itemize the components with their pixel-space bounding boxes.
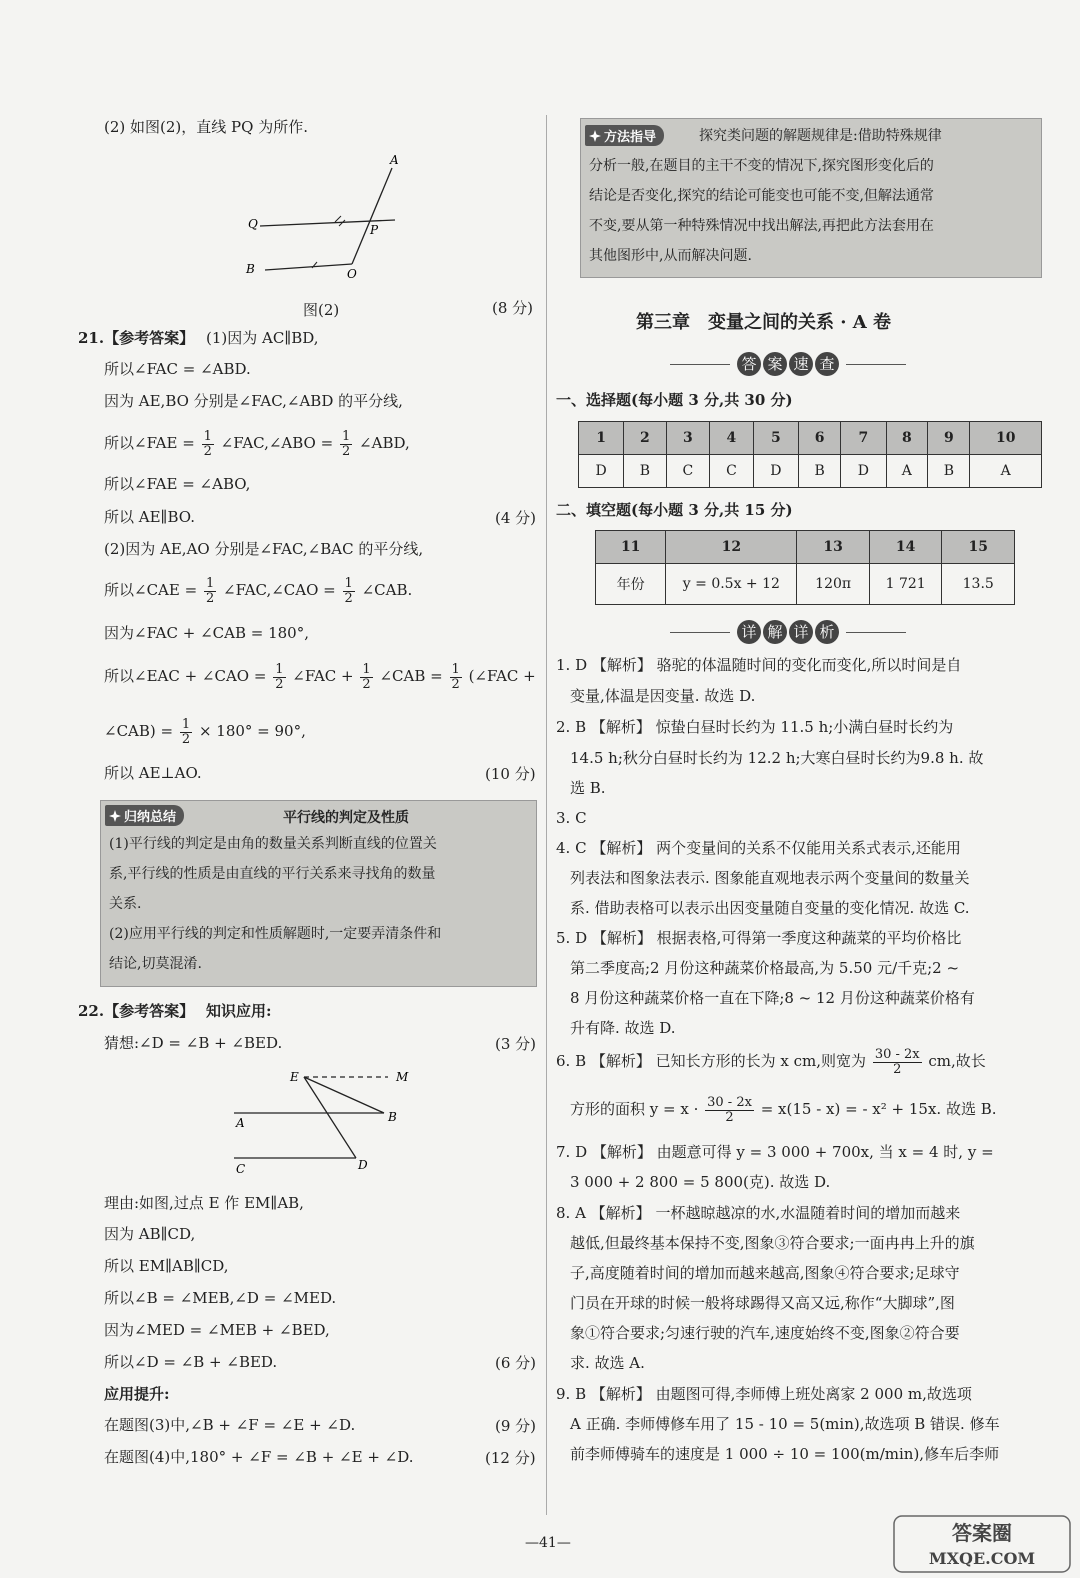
banner-detailed-analysis: [670, 620, 906, 644]
table-cell: 年份: [596, 564, 666, 605]
text-line: 所以∠D = ∠B + ∠BED.: [104, 1353, 278, 1371]
text-line: 因为 AE,BO 分别是∠FAC,∠ABD 的平分线,: [104, 392, 403, 410]
analysis-line: 方形的面积 y = x · $\frac{30 - 2x}{2}$ = x(15 - x) = - x² + 15x. 故选 B.: [570, 1094, 997, 1125]
text-line: 猜想:∠D = ∠B + ∠BED.: [104, 1034, 283, 1052]
score: (3 分): [495, 1035, 537, 1053]
method-text: 不变,要从第一种特殊情况中找出解法,再把此方法套用在: [589, 218, 934, 234]
table-cell: 1: [579, 422, 624, 455]
banner-char: 案: [763, 352, 787, 376]
summary-text: 关系.: [109, 896, 142, 912]
table-cell: 15: [942, 531, 1015, 564]
label-D: D: [358, 1158, 368, 1172]
banner-char: 速: [789, 352, 813, 376]
method-text: 其他图形中,从而解决问题.: [589, 248, 752, 264]
table-cell: 4: [710, 422, 754, 455]
label-O: O: [347, 267, 357, 280]
text-line: 所以∠FAE = ∠ABO,: [104, 475, 251, 493]
svg-text:答案圈: 答案圈: [952, 1521, 1012, 1545]
column-divider: [546, 115, 547, 1515]
table-cell: D: [841, 455, 886, 488]
table-cell: 1 721: [869, 564, 942, 605]
analysis-line: 14.5 h;秋分白昼时长约为 12.2 h;大寒白昼时长约为9.8 h. 故: [570, 749, 984, 767]
text-line: (2)因为 AE,AO 分别是∠FAC,∠BAC 的平分线,: [104, 540, 424, 558]
score: (8 分): [492, 299, 534, 317]
analysis-line: 越低,但最终基本保持不变,图象③符合要求;一面冉冉上升的旗: [570, 1234, 975, 1252]
table-cell: C: [710, 455, 754, 488]
banner-char: 查: [815, 352, 839, 376]
section-choice-heading: 一、选择题(每小题 3 分,共 30 分): [556, 391, 793, 409]
table-cell: B: [928, 455, 970, 488]
table-cell: y = 0.5x + 12: [666, 564, 797, 605]
table-cell: 13: [797, 531, 870, 564]
score: (6 分): [495, 1354, 537, 1372]
table-cell: D: [579, 455, 624, 488]
label-A: A: [390, 153, 399, 167]
watermark-logo: [892, 1514, 1072, 1574]
text-line: 因为∠MED = ∠MEB + ∠BED,: [104, 1321, 330, 1339]
figure-3: [228, 1065, 428, 1180]
analysis-line: 9. B 【解析】 由题图可得,李师傅上班处离家 2 000 m,故选项: [556, 1385, 972, 1403]
text-line: 所以∠CAE = $\frac{1}{2}$ ∠FAC,∠CAO = $\frac{1}{2}$ ∠CAB.: [104, 575, 413, 606]
table-cell: 120π: [797, 564, 870, 605]
analysis-line: A 正确. 李师傅修车用了 15 - 10 = 5(min),故选项 B 错误. 修车: [570, 1415, 1000, 1433]
analysis-line: 第二季度高;2 月份这种蔬菜价格最高,为 5.50 元/千克;2 ~: [570, 959, 960, 977]
table-cell: A: [886, 455, 928, 488]
q21-heading: 21.【参考答案】: [78, 329, 195, 347]
analysis-line: 3 000 + 2 800 = 5 800(克). 故选 D.: [570, 1173, 831, 1191]
summary-title: 平行线的判定及性质: [283, 810, 409, 826]
method-tag: 方法指导: [585, 125, 664, 146]
analysis-line: 7. D 【解析】 由题意可得 y = 3 000 + 700x, 当 x = 4 时, y =: [556, 1143, 994, 1161]
table-cell: 11: [596, 531, 666, 564]
table-cell: 3: [666, 422, 710, 455]
text-line: 在题图(3)中,∠B + ∠F = ∠E + ∠D.: [104, 1416, 356, 1434]
text-line: 理由:如图,过点 E 作 EM∥AB,: [104, 1194, 304, 1212]
q22-heading: 22.【参考答案】: [78, 1002, 195, 1020]
method-text: 分析一般,在题目的主干不变的情况下,探究图形变化后的: [589, 158, 934, 174]
label-A: A: [236, 1116, 245, 1130]
table-cell: 5: [753, 422, 798, 455]
analysis-line: 8. A 【解析】 一杯越晾越凉的水,水温随着时间的增加而越来: [556, 1204, 961, 1222]
label-Q: Q: [248, 217, 258, 231]
q20-part2-text: (2) 如图(2)，直线 PQ 为所作.: [104, 118, 308, 136]
figure-2: [240, 150, 410, 280]
label-M: M: [396, 1070, 409, 1084]
text-line: 所以 AE⊥AO.: [104, 764, 202, 782]
svg-text:MXQE.COM: MXQE.COM: [928, 1549, 1036, 1568]
table-cell: 2: [624, 422, 666, 455]
q22-apply-heading: 应用提升:: [104, 1385, 170, 1403]
score: (9 分): [495, 1417, 537, 1435]
page-number: —41—: [525, 1535, 571, 1551]
analysis-line: 选 B.: [570, 779, 606, 797]
analysis-line: 5. D 【解析】 根据表格,可得第一季度这种蔬菜的平均价格比: [556, 929, 962, 947]
text-line: 所以∠FAE = $\frac{1}{2}$ ∠FAC,∠ABO = $\frac{1}{2}$ ∠ABD,: [104, 428, 410, 459]
table-cell: B: [798, 455, 840, 488]
label-E: E: [290, 1070, 299, 1084]
table-cell: D: [753, 455, 798, 488]
table-cell: 9: [928, 422, 970, 455]
table-cell: C: [666, 455, 710, 488]
banner-char: 详: [737, 620, 761, 644]
table-cell: 7: [841, 422, 886, 455]
label-B: B: [246, 262, 255, 276]
summary-text: 系,平行线的性质是由直线的平行关系来寻找角的数量: [109, 866, 436, 882]
section-fill-heading: 二、填空题(每小题 3 分,共 15 分): [556, 501, 793, 519]
banner-char: 析: [815, 620, 839, 644]
label-C: C: [236, 1162, 246, 1176]
banner-char: 答: [737, 352, 761, 376]
figure-2-caption: 图(2): [303, 301, 340, 319]
table-cell: 14: [869, 531, 942, 564]
star-icon: [589, 130, 601, 142]
text-line: 所以 AE∥BO.: [104, 508, 195, 526]
text-line: 所以 EM∥AB∥CD,: [104, 1257, 229, 1275]
banner-char: 解: [763, 620, 787, 644]
watermark-icon: [892, 1514, 1072, 1574]
text-line: 所以∠EAC + ∠CAO = $\frac{1}{2}$ ∠FAC + $\frac{1}{2}$ ∠CAB = $\frac{1}{2}$ (∠FAC +: [104, 661, 536, 692]
text-line: ∠CAB) = $\frac{1}{2}$ × 180° = 90°,: [104, 716, 306, 747]
summary-box: [100, 800, 537, 987]
analysis-line: 求. 故选 A.: [570, 1354, 645, 1372]
table-cell: 13.5: [942, 564, 1015, 605]
text-line: 因为 AB∥CD,: [104, 1225, 196, 1243]
analysis-line: 变量,体温是因变量. 故选 D.: [570, 687, 756, 705]
label-P: P: [370, 223, 379, 237]
banner-quick-answers: [670, 352, 906, 376]
choice-answer-table: [578, 421, 1042, 488]
summary-tag: 归纳总结: [105, 805, 184, 826]
star-icon: [109, 810, 121, 822]
analysis-line: 3. C: [556, 809, 587, 827]
analysis-line: 系. 借助表格可以表示出因变量随自变量的变化情况. 故选 C.: [570, 899, 970, 917]
summary-text: (2)应用平行线的判定和性质解题时,一定要弄清条件和: [109, 926, 442, 942]
text-line: 因为∠FAC + ∠CAB = 180°,: [104, 624, 309, 642]
summary-text: (1)平行线的判定是由角的数量关系判断直线的位置关: [109, 836, 437, 852]
analysis-line: 列表法和图象法表示. 图象能直观地表示两个变量间的数量关: [570, 869, 970, 887]
score: (12 分): [485, 1449, 536, 1467]
text-line: 所以∠B = ∠MEB,∠D = ∠MED.: [104, 1289, 337, 1307]
q22-subheading: 知识应用:: [206, 1002, 272, 1020]
method-box: [580, 118, 1042, 278]
text-line: 在题图(4)中,180° + ∠F = ∠B + ∠E + ∠D.: [104, 1448, 414, 1466]
label-B: B: [388, 1110, 397, 1124]
chapter-title: 第三章 变量之间的关系 · A 卷: [636, 312, 892, 333]
text-line: 所以∠FAC = ∠ABD.: [104, 360, 251, 378]
analysis-line: 6. B 【解析】 已知长方形的长为 x cm,则宽为 $\frac{30 - 2x}{2}$ cm,故长: [556, 1046, 986, 1077]
analysis-line: 门员在开球的时候一般将球踢得又高又远,称作“大脚球”,图: [570, 1294, 955, 1312]
score: (4 分): [495, 509, 537, 527]
method-text: 结论是否变化,探究的结论可能变也可能不变,但解法通常: [589, 188, 934, 204]
analysis-line: 4. C 【解析】 两个变量间的关系不仅能用关系式表示,还能用: [556, 839, 961, 857]
analysis-line: 1. D 【解析】 骆驼的体温随时间的变化而变化,所以时间是自: [556, 656, 962, 674]
table-cell: 10: [970, 422, 1042, 455]
method-text: 探究类问题的解题规律是:借助特殊规律: [699, 128, 942, 144]
analysis-line: 象①符合要求;匀速行驶的汽车,速度始终不变,图象②符合要: [570, 1324, 960, 1342]
table-cell: 12: [666, 531, 797, 564]
table-cell: B: [624, 455, 666, 488]
fill-answer-table: [595, 530, 1015, 605]
table-cell: 6: [798, 422, 840, 455]
analysis-line: 子,高度随着时间的增加而越来越高,图象④符合要求;足球守: [570, 1264, 960, 1282]
banner-char: 详: [789, 620, 813, 644]
text-line: (1)因为 AC∥BD,: [206, 329, 319, 347]
analysis-line: 前李师傅骑车的速度是 1 000 ÷ 10 = 100(m/min),修车后李师: [570, 1445, 1000, 1463]
analysis-line: 升有降. 故选 D.: [570, 1019, 676, 1037]
table-cell: 8: [886, 422, 928, 455]
analysis-line: 2. B 【解析】 惊蛰白昼时长约为 11.5 h;小满白昼时长约为: [556, 718, 954, 736]
score: (10 分): [485, 765, 536, 783]
table-cell: A: [970, 455, 1042, 488]
analysis-line: 8 月份这种蔬菜价格一直在下降;8 ~ 12 月份这种蔬菜价格有: [570, 989, 975, 1007]
summary-text: 结论,切莫混淆.: [109, 956, 202, 972]
